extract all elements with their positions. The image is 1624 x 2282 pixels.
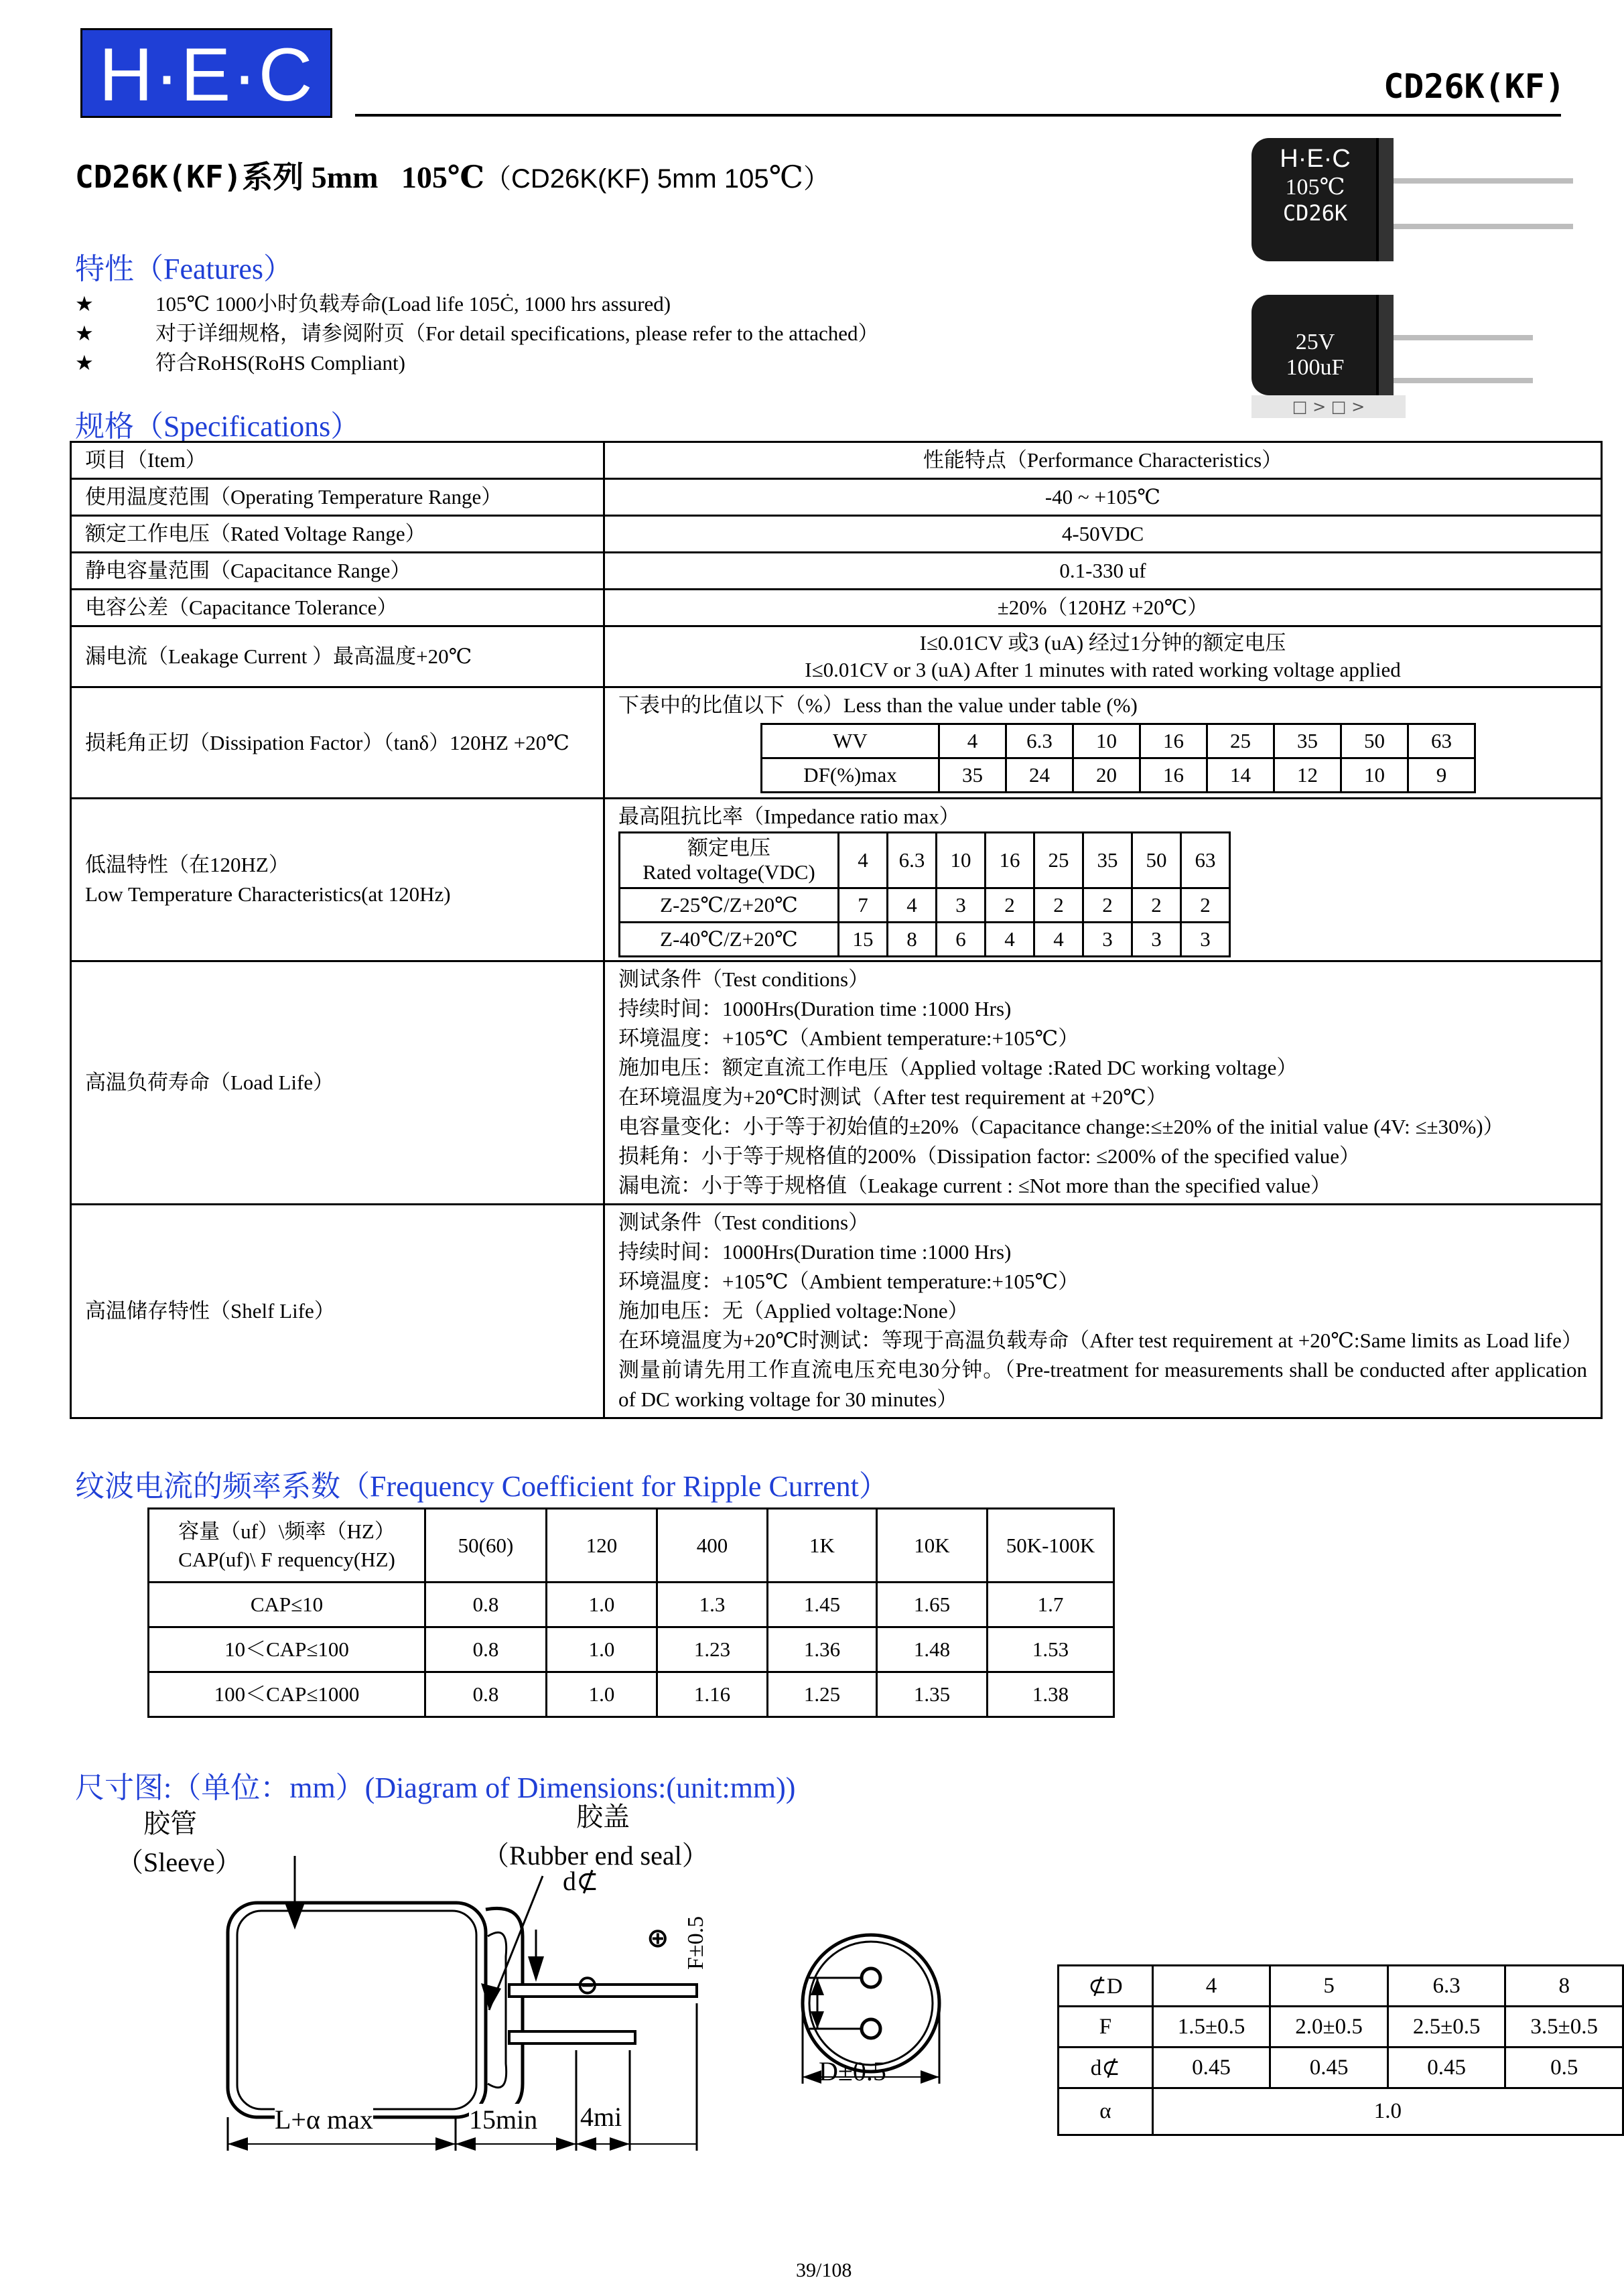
product-image-top xyxy=(1251,138,1586,265)
lowtemp-note: 最高阻抗比率（Impedance ratio max） xyxy=(618,805,960,828)
table-cell: 4 xyxy=(986,923,1034,957)
table-cell: 24 xyxy=(1006,758,1073,793)
star-icon: ★ xyxy=(75,351,94,375)
cap-model: CD26K xyxy=(1282,200,1348,226)
spec-item xyxy=(71,799,604,961)
table-cell: 0.45 xyxy=(1270,2048,1388,2088)
table-cell: 1.35 xyxy=(877,1672,988,1717)
title-paren-open: （ xyxy=(484,164,512,194)
table-cell: 3 xyxy=(1083,923,1132,957)
d-arrowhead xyxy=(528,1956,544,1982)
freq-col-head: 1K xyxy=(768,1509,877,1583)
freq-table xyxy=(147,1507,1115,1718)
table-cell: 4 xyxy=(1152,1966,1270,2007)
table-row xyxy=(620,833,1230,888)
title-paren-close: ） xyxy=(803,164,831,194)
table-cell: 9 xyxy=(1408,758,1475,793)
title-series: 系列 xyxy=(242,160,304,194)
table-cell: 14 xyxy=(1207,758,1274,793)
table-cell: 0.8 xyxy=(425,1672,547,1717)
table-cell: 16 xyxy=(1140,724,1207,758)
table-cell: 1.5±0.5 xyxy=(1152,2007,1270,2048)
spec-item: 高温储存特性（Shelf Life） xyxy=(71,1205,604,1418)
table-cell: F xyxy=(1059,2007,1153,2048)
spec-item: 电容公差（Capacitance Tolerance） xyxy=(71,590,604,626)
spec-item: 漏电流（Leakage Current ）最高温度+20℃ xyxy=(71,626,604,687)
table-cell: d⊄ xyxy=(1059,2048,1153,2088)
lowtemp-cell xyxy=(604,799,1602,961)
table-row xyxy=(762,758,1475,793)
table-cell: 63 xyxy=(1181,833,1230,888)
spec-value: 4-50VDC xyxy=(604,516,1602,553)
table-cell: 2.0±0.5 xyxy=(1270,2007,1388,2048)
table-cell: 1.48 xyxy=(877,1627,988,1672)
table-cell: 3 xyxy=(1181,923,1230,957)
shelf-line: 环境温度：+105℃（Ambient temperature:+105℃） xyxy=(618,1270,1079,1293)
loadlife-line: 损耗角：小于等于规格值的200%（Dissipation factor: ≤200% of the specified value） xyxy=(618,1144,1360,1168)
table-cell: 15 xyxy=(839,923,888,957)
spec-value: ±20%（120HZ +20℃） xyxy=(604,590,1602,626)
leakage-value xyxy=(604,626,1602,687)
table-cell: 0.5 xyxy=(1505,2048,1623,2088)
table-cell: 2 xyxy=(1034,888,1083,923)
loadlife-line: 漏电流：小于等于规格值（Leakage current : ≤Not more than the specified value） xyxy=(618,1174,1331,1197)
table-row xyxy=(71,553,1602,590)
table-cell: 6.3 xyxy=(888,833,937,888)
z40-label: Z-40℃/Z+20℃ xyxy=(620,923,839,957)
page-number: 39/108 xyxy=(796,2259,852,2281)
table-cell: 4 xyxy=(1034,923,1083,957)
d-diameter-label: D±0.5 xyxy=(819,2056,886,2086)
cap-base: □ > □ > xyxy=(1251,395,1406,418)
hec-logo: H·E·C xyxy=(80,28,332,118)
table-row xyxy=(71,799,1602,961)
freq-heading: 纹波电流的频率系数（Frequency Coefficient for Ripple Current） xyxy=(75,1470,888,1503)
table-cell: 35 xyxy=(1083,833,1132,888)
df-note: 下表中的比值以下（%）Less than the value under table (%) xyxy=(618,693,1138,717)
table-cell: 6.3 xyxy=(1006,724,1073,758)
product-image-bottom xyxy=(1251,295,1586,422)
dimension-table xyxy=(1057,1964,1624,2136)
page-title xyxy=(75,153,830,197)
table-cell: 0.8 xyxy=(425,1583,547,1627)
table-row xyxy=(71,479,1602,516)
shelf-line: 在环境温度为+20℃时测试：等现于高温负载寿命（After test requirement at +20℃:Same limits as Load life） xyxy=(618,1329,1582,1352)
feature-text: 符合RoHS(RoHS Compliant) xyxy=(155,351,405,375)
table-cell: ⊄D xyxy=(1059,1966,1153,2007)
spec-value: 0.1-330 uf xyxy=(604,553,1602,590)
shelf-line: 施加电压：无（Applied voltage:None） xyxy=(618,1299,969,1323)
shelf-line: 测量前请先用工作直流电压充电30分钟。（Pre-treatment for measurements shall be conducted after application of DC working voltage for 30 minutes） xyxy=(618,1358,1587,1411)
star-icon: ★ xyxy=(75,322,94,345)
shelf-line: 持续时间：1000Hrs(Duration time :1000 Hrs) xyxy=(618,1240,1012,1264)
table-row xyxy=(71,590,1602,626)
table-cell: 1.23 xyxy=(657,1627,768,1672)
table-cell: 1.7 xyxy=(988,1583,1114,1627)
freq-col-head: 10K xyxy=(877,1509,988,1583)
table-cell: 2.5±0.5 xyxy=(1388,2007,1505,2048)
table-cell: 2 xyxy=(1083,888,1132,923)
table-cell: 3 xyxy=(937,888,986,923)
table-cell: 3.5±0.5 xyxy=(1505,2007,1623,2048)
loadlife-line: 环境温度：+105℃（Ambient temperature:+105℃） xyxy=(618,1026,1079,1050)
capacitor-body xyxy=(228,1903,486,2117)
title-sub: CD26K(KF) 5mm 105 xyxy=(511,164,769,194)
table-cell: 0.8 xyxy=(425,1627,547,1672)
table-cell: 20 xyxy=(1073,758,1140,793)
table-row xyxy=(1059,2048,1623,2088)
spec-item: 使用温度范围（Operating Temperature Range） xyxy=(71,479,604,516)
df-label: DF(%)max xyxy=(762,758,939,793)
shelf-line: 测试条件（Test conditions） xyxy=(618,1211,870,1234)
freq-col-head: 50K-100K xyxy=(988,1509,1114,1583)
df-table xyxy=(760,723,1476,793)
pin-hole xyxy=(862,1968,880,1987)
lead-short xyxy=(509,2031,635,2043)
table-cell: 1.38 xyxy=(988,1672,1114,1717)
table-row xyxy=(149,1583,1114,1627)
header-model: CD26K(KF) xyxy=(1383,67,1565,106)
table-cell: 8 xyxy=(1505,1966,1623,2007)
table-row xyxy=(149,1627,1114,1672)
spec-perf-head: 性能特点（Performance Characteristics） xyxy=(604,442,1602,479)
table-row xyxy=(1059,1966,1623,2007)
lead-4min-label: 4mi xyxy=(580,2102,622,2132)
spec-item: 高温负荷寿命（Load Life） xyxy=(71,961,604,1205)
spec-value: -40 ~ +105℃ xyxy=(604,479,1602,516)
table-row xyxy=(71,1205,1602,1418)
spec-item-head: 项目（Item） xyxy=(71,442,604,479)
table-row xyxy=(71,442,1602,479)
dimensions-heading: 尺寸图:（单位：mm）(Diagram of Dimensions:(unit:mm)) xyxy=(75,1771,796,1804)
loadlife-cell xyxy=(604,961,1602,1205)
feature-text: 对于详细规格，请参阅附页（For detail specifications, please refer to the attached） xyxy=(155,322,879,345)
length-label: L+α max xyxy=(275,2104,373,2135)
loadlife-line: 电容量变化：小于等于初始值的±20%（Capacitance change:≤±20% of the initial value (4V: ≤±30%)） xyxy=(618,1115,1504,1138)
title-model: CD26K(KF) xyxy=(75,159,243,195)
cap-voltage: 25V xyxy=(1295,330,1335,354)
table-cell: 25 xyxy=(1207,724,1274,758)
rv-label: 额定电压 Rated voltage(VDC) xyxy=(620,833,839,888)
impedance-table xyxy=(618,831,1231,957)
cap-temp: 105℃ xyxy=(1285,175,1345,200)
table-cell: 2 xyxy=(1181,888,1230,923)
spec-item: 损耗角正切（Dissipation Factor）（tanδ）120HZ +20℃ xyxy=(71,687,604,799)
seal-label-cn: 胶盖 xyxy=(576,1802,630,1832)
table-cell: 35 xyxy=(939,758,1006,793)
loadlife-line: 持续时间：1000Hrs(Duration time :1000 Hrs) xyxy=(618,997,1012,1020)
shelf-cell xyxy=(604,1205,1602,1418)
table-cell: 4 xyxy=(939,724,1006,758)
table-cell: 1.16 xyxy=(657,1672,768,1717)
seal-label-en: （Rubber end seal） xyxy=(482,1840,709,1871)
table-row xyxy=(149,1672,1114,1717)
table-cell: 7 xyxy=(839,888,888,923)
freq-row-label: CAP≤10 xyxy=(149,1583,425,1627)
table-row xyxy=(1059,2007,1623,2048)
wv-label: WV xyxy=(762,724,939,758)
table-cell: 1.0 xyxy=(1152,2088,1623,2135)
title-deg: ℃ xyxy=(768,160,804,194)
table-cell: 2 xyxy=(1132,888,1181,923)
lowtemp-label-en: Low Temperature Characteristics(at 120Hz) xyxy=(85,882,451,906)
table-cell: 1.45 xyxy=(768,1583,877,1627)
features-heading: 特性（Features） xyxy=(75,253,293,285)
table-cell: 16 xyxy=(986,833,1034,888)
table-cell: 10 xyxy=(1341,758,1408,793)
header-rule xyxy=(355,114,1561,117)
df-cell xyxy=(604,687,1602,799)
table-cell: α xyxy=(1059,2088,1153,2135)
specs-heading: 规格（Specifications） xyxy=(75,410,360,443)
lead-15min-label: 15min xyxy=(469,2104,538,2135)
table-cell: 1.53 xyxy=(988,1627,1114,1672)
table-row xyxy=(1059,2088,1623,2135)
table-cell: 4 xyxy=(888,888,937,923)
star-icon: ★ xyxy=(75,292,94,316)
table-cell: 25 xyxy=(1034,833,1083,888)
table-row xyxy=(71,961,1602,1205)
feature-item xyxy=(75,346,405,376)
feature-item xyxy=(75,287,671,317)
table-row xyxy=(620,888,1230,923)
pin-hole xyxy=(862,2019,880,2038)
table-row xyxy=(71,687,1602,799)
lead-long xyxy=(509,1985,697,1997)
loadlife-line: 在环境温度为+20℃时测试（After test requirement at +20℃） xyxy=(618,1085,1167,1109)
table-cell: 2 xyxy=(986,888,1034,923)
feature-text: 105℃ 1000小时负载寿命(Load life 105Ċ, 1000 hrs assured) xyxy=(155,292,671,316)
sleeve-label-cn: 胶管 xyxy=(143,1808,197,1838)
table-cell: 0.45 xyxy=(1388,2048,1505,2088)
spec-item: 额定工作电压（Rated Voltage Range） xyxy=(71,516,604,553)
title-size: 5mm xyxy=(303,160,379,194)
table-cell: 10 xyxy=(937,833,986,888)
z25-label: Z-25℃/Z+20℃ xyxy=(620,888,839,923)
spec-item: 静电容量范围（Capacitance Range） xyxy=(71,553,604,590)
spec-table xyxy=(70,441,1603,1419)
table-row xyxy=(149,1509,1114,1583)
loadlife-line: 测试条件（Test conditions） xyxy=(618,967,870,991)
sleeve-label-en: （Sleeve） xyxy=(117,1847,242,1877)
table-cell: 10 xyxy=(1073,724,1140,758)
table-cell: 50 xyxy=(1341,724,1408,758)
freq-col-head: 400 xyxy=(657,1509,768,1583)
freq-row-label: 100＜CAP≤1000 xyxy=(149,1672,425,1717)
freq-corner: 容量（uf）\频率（HZ） CAP(uf)\ F requency(HZ) xyxy=(149,1509,425,1583)
table-row xyxy=(762,724,1475,758)
lowtemp-label-cn: 低温特性（在120HZ） xyxy=(85,853,289,876)
table-cell: 1.65 xyxy=(877,1583,988,1627)
table-row xyxy=(71,626,1602,687)
table-cell: 1.0 xyxy=(547,1627,657,1672)
sleeve-arrowhead xyxy=(285,1903,305,1930)
freq-col-head: 50(60) xyxy=(425,1509,547,1583)
table-cell: 35 xyxy=(1274,724,1341,758)
leakage-line: I≤0.01CV 或3 (uA) 经过1分钟的额定电压 xyxy=(919,631,1286,655)
minus-icon: ⊖ xyxy=(576,1970,599,2001)
table-cell: 1.3 xyxy=(657,1583,768,1627)
table-cell: 12 xyxy=(1274,758,1341,793)
table-cell: 1.25 xyxy=(768,1672,877,1717)
table-cell: 16 xyxy=(1140,758,1207,793)
lead-diameter-label: d⊄ xyxy=(563,1866,599,1896)
table-cell: 63 xyxy=(1408,724,1475,758)
freq-col-head: 120 xyxy=(547,1509,657,1583)
title-temp: 105℃ xyxy=(401,160,485,194)
table-cell: 6.3 xyxy=(1388,1966,1505,2007)
cap-capacitance: 100uF xyxy=(1286,355,1345,380)
f-spacing-label: F±0.5 xyxy=(683,1916,708,1970)
end-view-circle xyxy=(803,1935,939,2072)
table-cell: 6 xyxy=(937,923,986,957)
table-row xyxy=(620,923,1230,957)
feature-item xyxy=(75,316,879,346)
table-cell: 1.36 xyxy=(768,1627,877,1672)
loadlife-line: 施加电压：额定直流工作电压（Applied voltage :Rated DC working voltage） xyxy=(618,1056,1298,1079)
leakage-line: I≤0.01CV or 3 (uA) After 1 minutes with rated working voltage applied xyxy=(805,658,1401,681)
plus-icon: ⊕ xyxy=(647,1923,669,1954)
table-cell: 50 xyxy=(1132,833,1181,888)
table-cell: 8 xyxy=(888,923,937,957)
freq-row-label: 10＜CAP≤100 xyxy=(149,1627,425,1672)
cap-logo: H·E·C xyxy=(1280,145,1351,173)
table-row xyxy=(71,516,1602,553)
table-cell: 0.45 xyxy=(1152,2048,1270,2088)
table-cell: 3 xyxy=(1132,923,1181,957)
table-cell: 5 xyxy=(1270,1966,1388,2007)
table-cell: 1.0 xyxy=(547,1672,657,1717)
table-cell: 1.0 xyxy=(547,1583,657,1627)
table-cell: 4 xyxy=(839,833,888,888)
